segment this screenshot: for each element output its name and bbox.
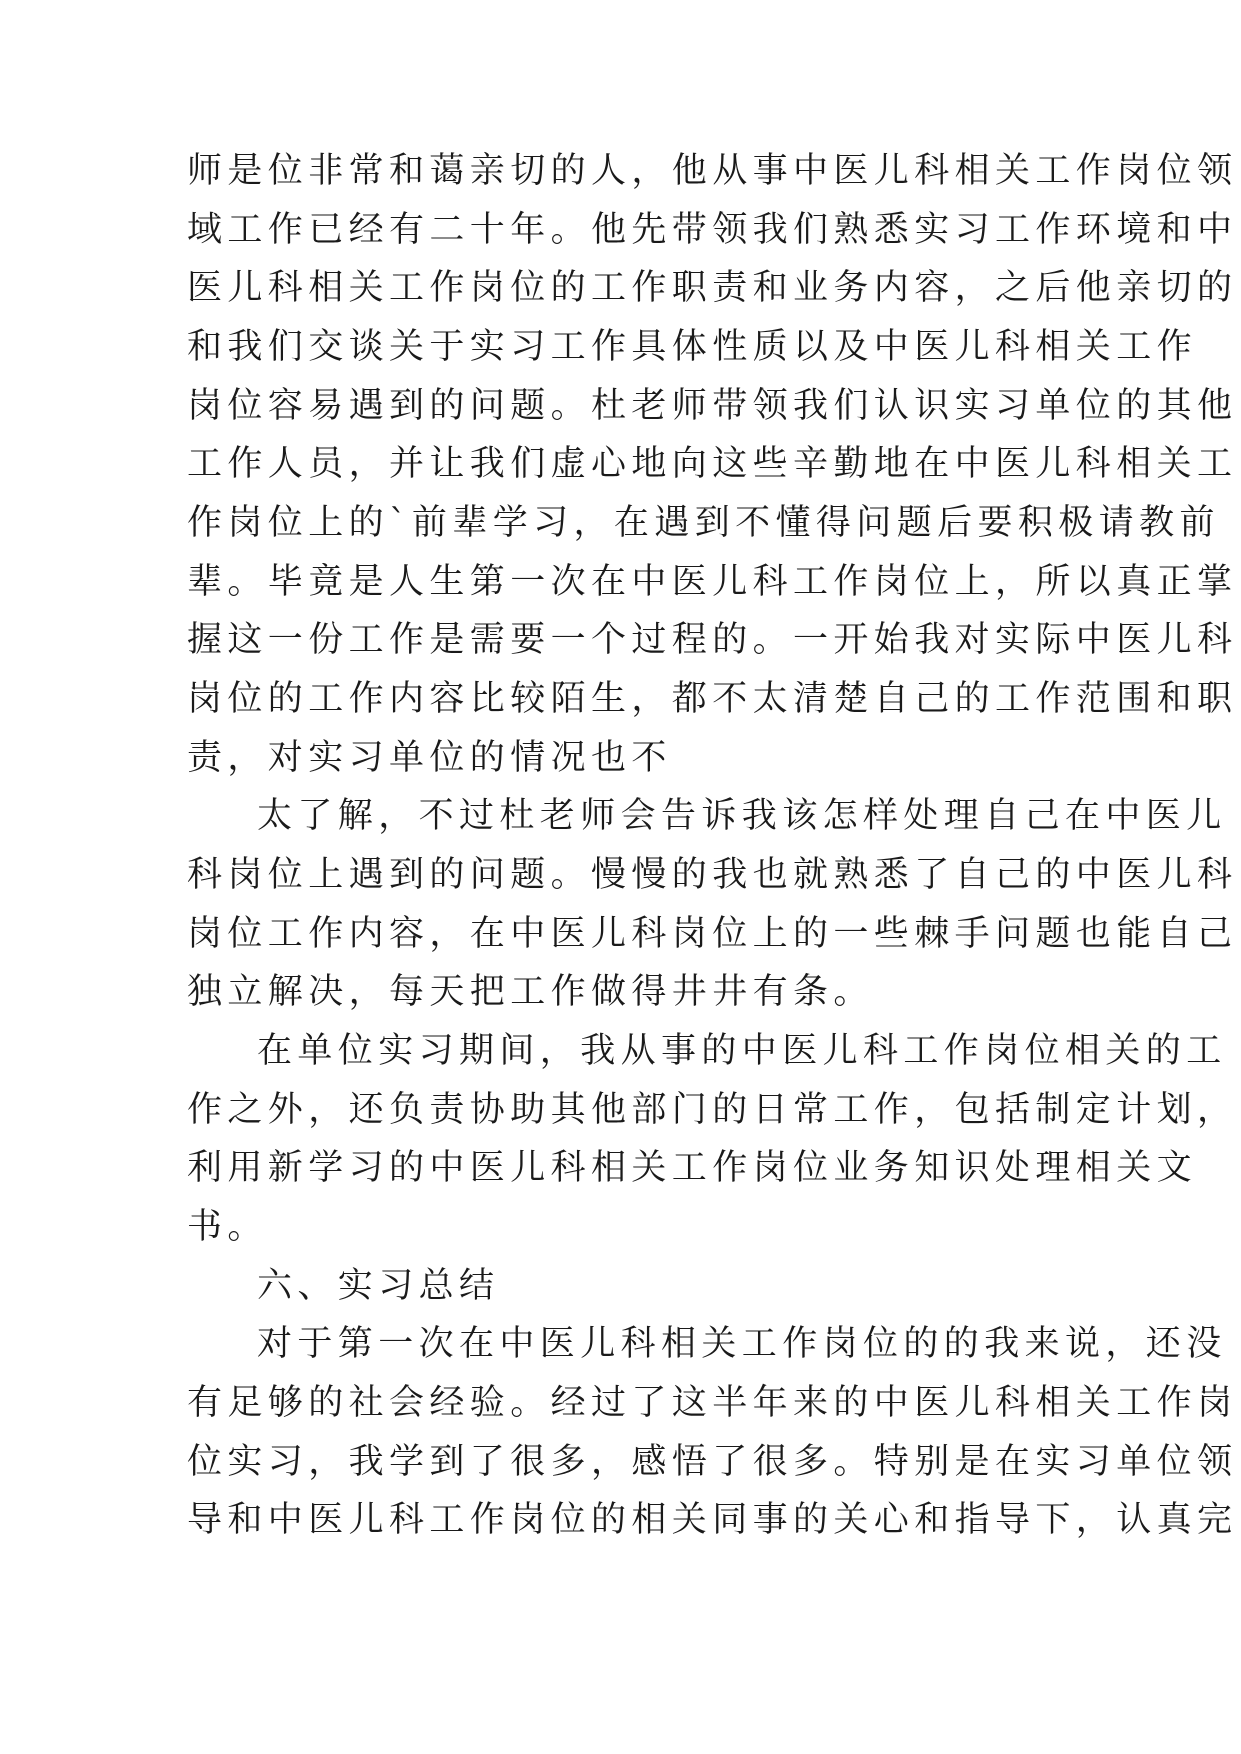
text-line: 书。 — [187, 1207, 268, 1247]
text-line: 独立解决，每天把工作做得井井有条。 — [187, 972, 874, 1012]
text-line: 作岗位上的`前辈学习，在遇到不懂得问题后要积极请教前 — [187, 503, 1220, 543]
text-line: 和我们交谈关于实习工作具体性质以及中医儿科相关工作 — [187, 327, 1198, 367]
paragraph-first-line: 在单位实习期间，我从事的中医儿科工作岗位相关的工 — [257, 1031, 1227, 1071]
text-line: 岗位的工作内容比较陌生，都不太清楚自己的工作范围和职 — [187, 679, 1238, 719]
text-line: 师是位非常和蔼亲切的人，他从事中医儿科相关工作岗位领 — [187, 151, 1238, 191]
text-line: 有足够的社会经验。经过了这半年来的中医儿科相关工作岗 — [187, 1383, 1238, 1423]
section-heading: 六、实习总结 — [257, 1266, 500, 1306]
text-line: 利用新学习的中医儿科相关工作岗位业务知识处理相关文 — [187, 1148, 1198, 1188]
text-line: 岗位容易遇到的问题。杜老师带领我们认识实习单位的其他 — [187, 386, 1238, 426]
text-line: 导和中医儿科工作岗位的相关同事的关心和指导下，认真完 — [187, 1500, 1238, 1540]
text-line: 责，对实习单位的情况也不 — [187, 738, 672, 778]
text-line: 域工作已经有二十年。他先带领我们熟悉实习工作环境和中 — [187, 210, 1238, 250]
text-line: 位实习，我学到了很多，感悟了很多。特别是在实习单位领 — [187, 1442, 1238, 1482]
text-line: 岗位工作内容，在中医儿科岗位上的一些棘手问题也能自己 — [187, 914, 1238, 954]
text-line: 工作人员，并让我们虚心地向这些辛勤地在中医儿科相关工 — [187, 444, 1238, 484]
paragraph-first-line: 太了解，不过杜老师会告诉我该怎样处理自己在中医儿 — [257, 796, 1227, 836]
paragraph-first-line: 对于第一次在中医儿科相关工作岗位的的我来说，还没 — [257, 1324, 1227, 1364]
text-line: 科岗位上遇到的问题。慢慢的我也就熟悉了自己的中医儿科 — [187, 855, 1238, 895]
text-line: 握这一份工作是需要一个过程的。一开始我对实际中医儿科 — [187, 620, 1238, 660]
text-line: 医儿科相关工作岗位的工作职责和业务内容，之后他亲切的 — [187, 268, 1238, 308]
text-line: 作之外，还负责协助其他部门的日常工作，包括制定计划， — [187, 1090, 1238, 1130]
text-line: 辈。毕竟是人生第一次在中医儿科工作岗位上，所以真正掌 — [187, 562, 1238, 602]
